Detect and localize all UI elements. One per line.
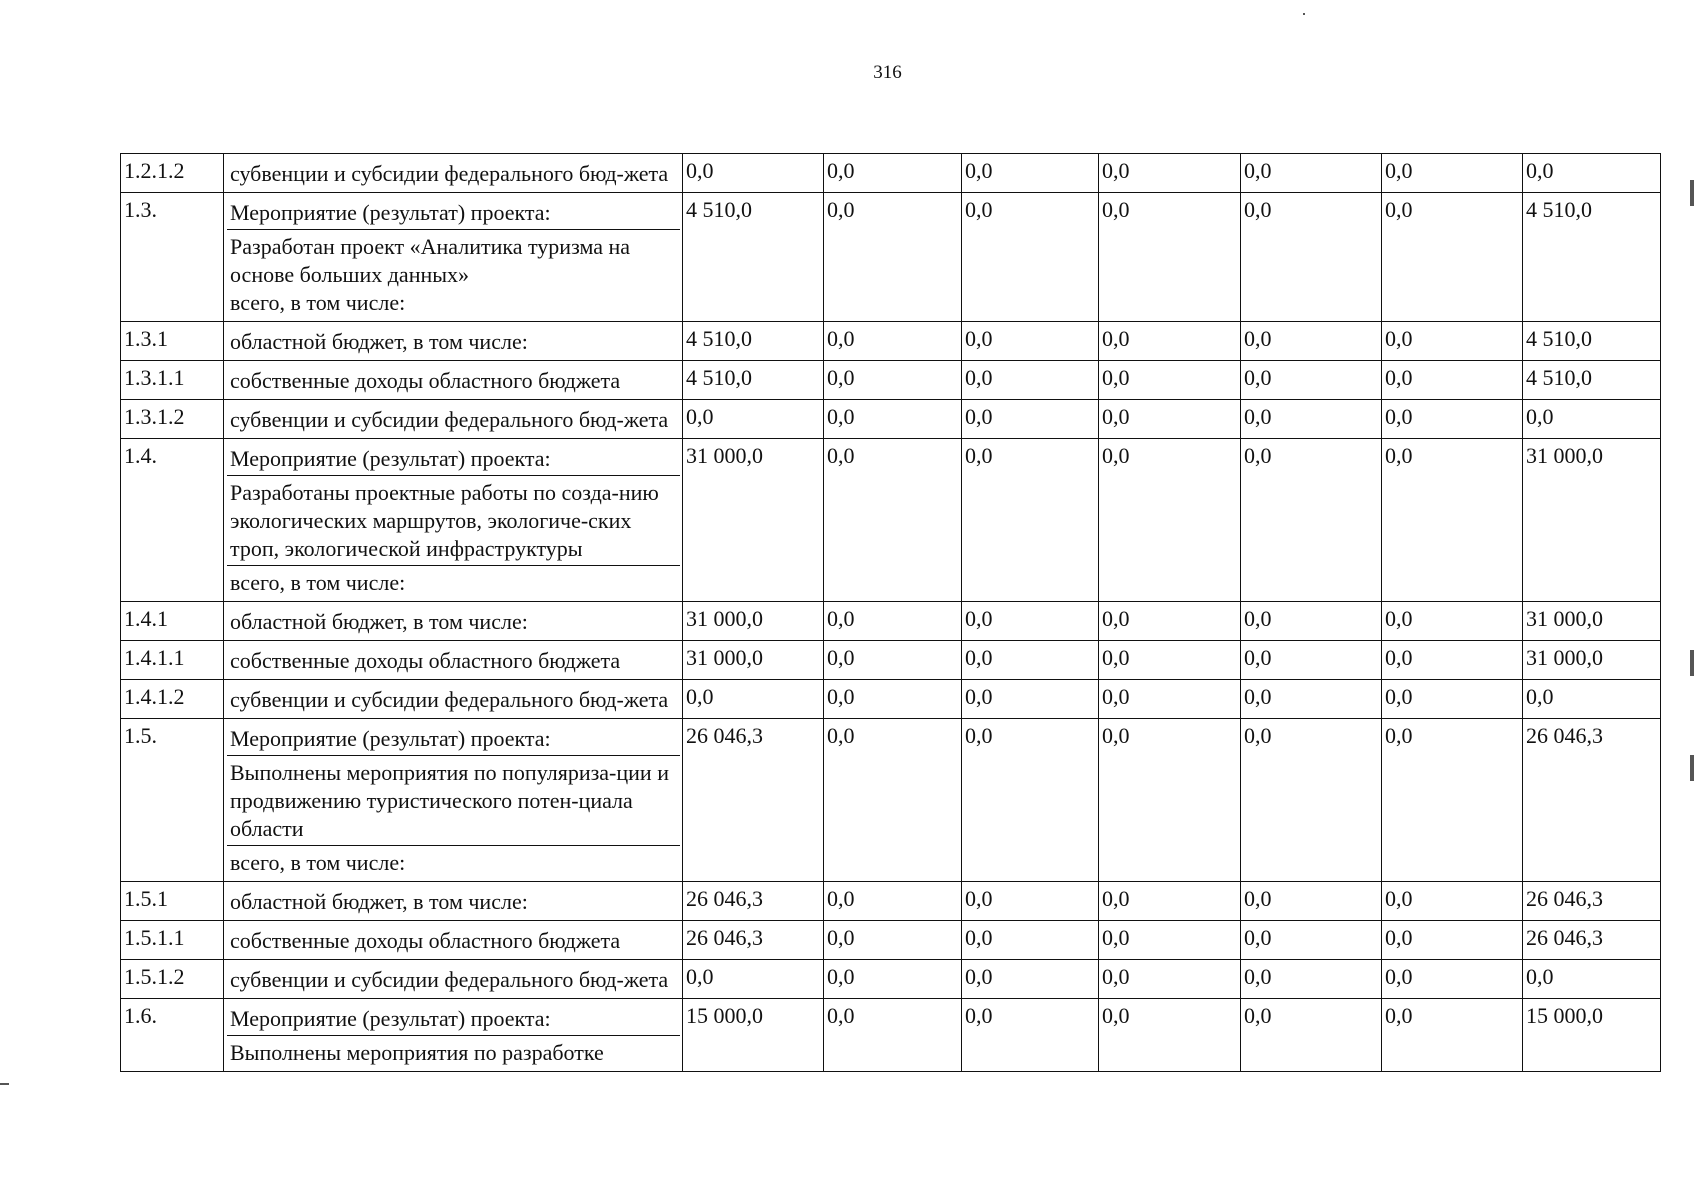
- value-cell: 0,0: [824, 960, 962, 999]
- value-cell: 0,0: [1241, 960, 1382, 999]
- row-code: 1.3.1.2: [121, 400, 224, 439]
- value-cell: 31 000,0: [683, 602, 824, 641]
- row-description: [224, 439, 683, 602]
- table-row: [121, 999, 1661, 1072]
- table-row: [121, 193, 1661, 322]
- row-code: 1.5.1.1: [121, 921, 224, 960]
- value-cell: 0,0: [1099, 154, 1241, 193]
- value-total-cell: 4 510,0: [1523, 193, 1661, 322]
- table-row: [121, 361, 1661, 400]
- value-cell: 4 510,0: [683, 193, 824, 322]
- value-cell: 0,0: [1099, 400, 1241, 439]
- description-part: Мероприятие (результат) проекта:: [230, 726, 551, 751]
- value-cell: 0,0: [824, 602, 962, 641]
- value-total-cell: 0,0: [1523, 680, 1661, 719]
- value-cell: 0,0: [1099, 960, 1241, 999]
- row-code: 1.4.: [121, 439, 224, 602]
- description-part: областной бюджет, в том числе:: [230, 889, 528, 914]
- value-total-cell: 0,0: [1523, 400, 1661, 439]
- row-code: 1.6.: [121, 999, 224, 1072]
- value-total-cell: 0,0: [1523, 154, 1661, 193]
- value-total-cell: 31 000,0: [1523, 439, 1661, 602]
- row-description: [224, 400, 683, 439]
- scan-mark: [1690, 650, 1694, 676]
- value-cell: 0,0: [962, 154, 1099, 193]
- row-code: 1.4.1: [121, 602, 224, 641]
- value-cell: 0,0: [1382, 960, 1523, 999]
- value-total-cell: 26 046,3: [1523, 882, 1661, 921]
- value-cell: 0,0: [962, 641, 1099, 680]
- value-cell: 0,0: [1382, 400, 1523, 439]
- scan-mark: [1303, 13, 1305, 15]
- table-row: [121, 921, 1661, 960]
- value-cell: 0,0: [1099, 921, 1241, 960]
- value-cell: 0,0: [1241, 641, 1382, 680]
- row-code: 1.4.1.1: [121, 641, 224, 680]
- value-cell: 0,0: [824, 719, 962, 882]
- value-cell: 0,0: [1099, 602, 1241, 641]
- value-cell: 0,0: [683, 400, 824, 439]
- row-code: 1.4.1.2: [121, 680, 224, 719]
- value-cell: 0,0: [824, 439, 962, 602]
- value-cell: 0,0: [1241, 154, 1382, 193]
- value-cell: 0,0: [1241, 193, 1382, 322]
- value-total-cell: 31 000,0: [1523, 602, 1661, 641]
- value-cell: 4 510,0: [683, 322, 824, 361]
- row-description: [224, 193, 683, 322]
- description-part: Мероприятие (результат) проекта:: [230, 446, 551, 471]
- row-description: [224, 921, 683, 960]
- value-cell: 0,0: [962, 921, 1099, 960]
- description-part: собственные доходы областного бюджета: [230, 368, 621, 393]
- value-cell: 31 000,0: [683, 641, 824, 680]
- value-cell: 0,0: [962, 960, 1099, 999]
- description-part: Разработан проект «Аналитика туризма на основе больших данных» всего, в том числе:: [227, 229, 680, 319]
- description-part: Выполнены мероприятия по разработке: [227, 1035, 680, 1069]
- table-row: [121, 719, 1661, 882]
- value-cell: 0,0: [824, 680, 962, 719]
- value-cell: 0,0: [962, 322, 1099, 361]
- value-cell: 0,0: [824, 361, 962, 400]
- scan-mark: [0, 1083, 9, 1085]
- value-cell: 0,0: [824, 882, 962, 921]
- value-cell: 0,0: [1382, 193, 1523, 322]
- row-code: 1.5.1: [121, 882, 224, 921]
- value-total-cell: 4 510,0: [1523, 322, 1661, 361]
- value-total-cell: 31 000,0: [1523, 641, 1661, 680]
- value-cell: 0,0: [1382, 361, 1523, 400]
- value-cell: 0,0: [824, 154, 962, 193]
- value-cell: 31 000,0: [683, 439, 824, 602]
- value-cell: 0,0: [962, 602, 1099, 641]
- value-cell: 0,0: [962, 193, 1099, 322]
- value-cell: 0,0: [1099, 999, 1241, 1072]
- description-part: областной бюджет, в том числе:: [230, 329, 528, 354]
- value-cell: 0,0: [1382, 921, 1523, 960]
- row-code: 1.2.1.2: [121, 154, 224, 193]
- value-cell: 0,0: [824, 999, 962, 1072]
- description-part: областной бюджет, в том числе:: [230, 609, 528, 634]
- value-cell: 0,0: [1382, 999, 1523, 1072]
- description-part: субвенции и субсидии федерального бюд-жета: [230, 407, 669, 432]
- value-cell: 26 046,3: [683, 882, 824, 921]
- description-part: Выполнены мероприятия по популяриза-ции и продвижению туристического потен-циала области: [227, 755, 680, 845]
- value-cell: 0,0: [1382, 439, 1523, 602]
- value-cell: 0,0: [1241, 719, 1382, 882]
- value-cell: 0,0: [1241, 999, 1382, 1072]
- value-cell: 0,0: [962, 400, 1099, 439]
- budget-table: [120, 153, 1661, 1072]
- table-row: [121, 602, 1661, 641]
- value-cell: 0,0: [1099, 361, 1241, 400]
- row-code: 1.3.1: [121, 322, 224, 361]
- row-description: [224, 719, 683, 882]
- value-cell: 0,0: [1099, 719, 1241, 882]
- value-cell: 0,0: [683, 680, 824, 719]
- table-row: [121, 960, 1661, 999]
- value-cell: 0,0: [824, 641, 962, 680]
- value-cell: 0,0: [824, 400, 962, 439]
- value-cell: 0,0: [1241, 439, 1382, 602]
- table-body: [121, 154, 1661, 1072]
- value-cell: 0,0: [1241, 322, 1382, 361]
- row-description: [224, 960, 683, 999]
- table-row: [121, 439, 1661, 602]
- scan-mark: [1690, 180, 1694, 206]
- value-cell: 0,0: [824, 921, 962, 960]
- value-cell: 0,0: [683, 154, 824, 193]
- value-cell: 0,0: [1382, 882, 1523, 921]
- row-code: 1.3.: [121, 193, 224, 322]
- row-code: 1.5.: [121, 719, 224, 882]
- table-row: [121, 400, 1661, 439]
- value-cell: 0,0: [683, 960, 824, 999]
- value-cell: 0,0: [1241, 680, 1382, 719]
- value-cell: 15 000,0: [683, 999, 824, 1072]
- value-cell: 0,0: [1099, 641, 1241, 680]
- table-row: [121, 641, 1661, 680]
- value-cell: 0,0: [962, 882, 1099, 921]
- value-total-cell: 26 046,3: [1523, 921, 1661, 960]
- row-description: [224, 322, 683, 361]
- description-part: Мероприятие (результат) проекта:: [230, 200, 551, 225]
- description-part: субвенции и субсидии федерального бюд-жета: [230, 161, 669, 186]
- value-cell: 0,0: [1382, 680, 1523, 719]
- value-cell: 0,0: [1382, 322, 1523, 361]
- row-description: [224, 641, 683, 680]
- value-cell: 0,0: [1382, 602, 1523, 641]
- description-part: собственные доходы областного бюджета: [230, 648, 621, 673]
- value-cell: 0,0: [962, 361, 1099, 400]
- table-row: [121, 882, 1661, 921]
- description-part: всего, в том числе:: [227, 565, 680, 599]
- row-code: 1.3.1.1: [121, 361, 224, 400]
- value-cell: 0,0: [962, 719, 1099, 882]
- value-total-cell: 4 510,0: [1523, 361, 1661, 400]
- description-part: субвенции и субсидии федерального бюд-жета: [230, 687, 669, 712]
- value-cell: 0,0: [1382, 719, 1523, 882]
- description-part: всего, в том числе:: [227, 845, 680, 879]
- row-description: [224, 154, 683, 193]
- value-cell: 0,0: [1099, 322, 1241, 361]
- value-cell: 0,0: [1099, 439, 1241, 602]
- page-number: 316: [873, 62, 902, 83]
- row-description: [224, 602, 683, 641]
- value-cell: 0,0: [1241, 921, 1382, 960]
- value-cell: 26 046,3: [683, 921, 824, 960]
- row-description: [224, 999, 683, 1072]
- value-cell: 0,0: [962, 999, 1099, 1072]
- value-cell: 0,0: [1241, 602, 1382, 641]
- table-row: [121, 680, 1661, 719]
- value-cell: 0,0: [1382, 154, 1523, 193]
- value-cell: 0,0: [1382, 641, 1523, 680]
- value-total-cell: 26 046,3: [1523, 719, 1661, 882]
- scan-mark: [1690, 755, 1694, 781]
- value-cell: 0,0: [824, 193, 962, 322]
- value-cell: 0,0: [824, 322, 962, 361]
- value-cell: 26 046,3: [683, 719, 824, 882]
- value-cell: 0,0: [962, 680, 1099, 719]
- value-cell: 4 510,0: [683, 361, 824, 400]
- table-row: [121, 154, 1661, 193]
- row-code: 1.5.1.2: [121, 960, 224, 999]
- value-cell: 0,0: [1099, 193, 1241, 322]
- description-part: Разработаны проектные работы по созда-нию экологических маршрутов, экологиче-ских троп, экологической инфраструктуры: [227, 475, 680, 565]
- row-description: [224, 361, 683, 400]
- value-cell: 0,0: [1241, 361, 1382, 400]
- value-total-cell: 15 000,0: [1523, 999, 1661, 1072]
- value-cell: 0,0: [1241, 882, 1382, 921]
- value-cell: 0,0: [1099, 680, 1241, 719]
- row-description: [224, 882, 683, 921]
- value-total-cell: 0,0: [1523, 960, 1661, 999]
- value-cell: 0,0: [1099, 882, 1241, 921]
- table-row: [121, 322, 1661, 361]
- value-cell: 0,0: [1241, 400, 1382, 439]
- description-part: собственные доходы областного бюджета: [230, 928, 621, 953]
- row-description: [224, 680, 683, 719]
- value-cell: 0,0: [962, 439, 1099, 602]
- description-part: Мероприятие (результат) проекта:: [230, 1006, 551, 1031]
- description-part: субвенции и субсидии федерального бюд-жета: [230, 967, 669, 992]
